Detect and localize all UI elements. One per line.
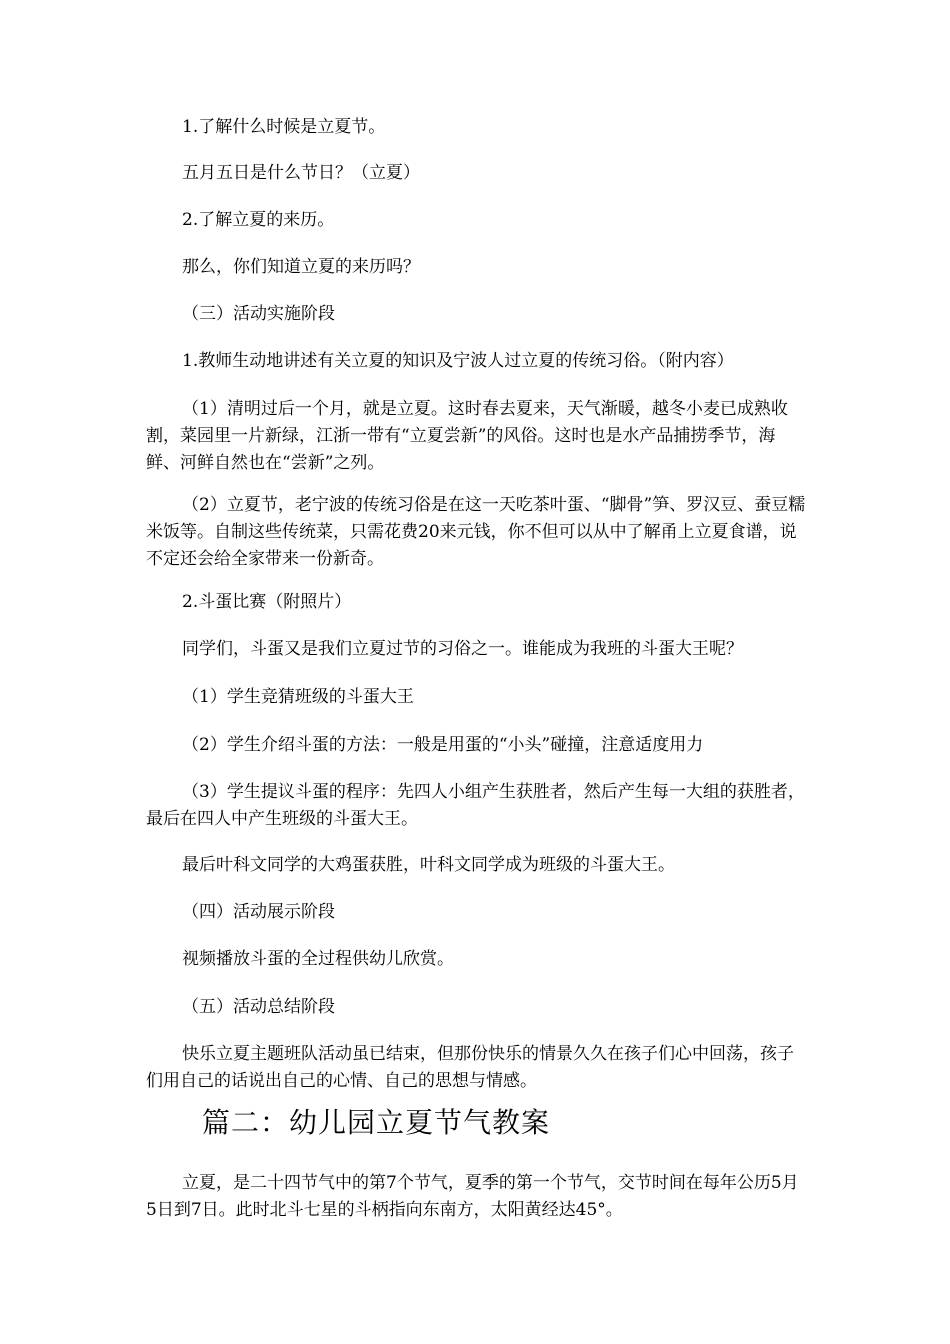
paragraph-5: （三）活动实施阶段 xyxy=(182,304,335,324)
paragraph-18: 快乐立夏主题班队活动虽已结束，但那份快乐的情景久久在孩子们心中回荡，孩子们用自己的话说出自己的心情、自己的思想与情感。 xyxy=(146,1044,794,1091)
paragraph-14: 最后叶科文同学的大鸡蛋获胜，叶科文同学成为班级的斗蛋大王。 xyxy=(182,855,675,875)
section-paragraph-1: 立夏，是二十四节气中的第7个节气，夏季的第一个节气，交节时间在每年公历5月5日到7日。此时北斗七星的斗柄指向东南方，太阳黄经达45°。 xyxy=(146,1173,799,1220)
paragraph-7: （1）清明过后一个月，就是立夏。这时春去夏来，天气渐暖，越冬小麦已成熟收割，菜园里一片新绿，江浙一带有“立夏尝新”的风俗。这时也是水产品捕捞季节，海鲜、河鲜自然也在“尝新”之列。 xyxy=(146,399,788,473)
paragraph-2: 五月五日是什么节日？（立夏） xyxy=(182,163,420,183)
paragraph-16: 视频播放斗蛋的全过程供幼儿欣赏。 xyxy=(182,949,454,969)
paragraph-12: （2）学生介绍斗蛋的方法：一般是用蛋的“小头”碰撞，注意适度用力 xyxy=(182,735,704,755)
paragraph-3: 2.了解立夏的来历。 xyxy=(182,210,335,230)
paragraph-1: 1.了解什么时候是立夏节。 xyxy=(182,117,386,137)
paragraph-17: （五）活动总结阶段 xyxy=(182,997,335,1017)
section-heading: 篇二：幼儿园立夏节气教案 xyxy=(202,1106,551,1139)
paragraph-6: 1.教师生动地讲述有关立夏的知识及宁波人过立夏的传统习俗。（附内容） xyxy=(182,351,734,371)
paragraph-11: （1）学生竞猜班级的斗蛋大王 xyxy=(182,687,414,707)
paragraph-15: （四）活动展示阶段 xyxy=(182,902,335,922)
paragraph-10: 同学们，斗蛋又是我们立夏过节的习俗之一。谁能成为我班的斗蛋大王呢？ xyxy=(182,639,743,659)
paragraph-9: 2.斗蛋比赛（附照片） xyxy=(182,592,352,612)
paragraph-8: （2）立夏节，老宁波的传统习俗是在这一天吃茶叶蛋、“脚骨”笋、罗汉豆、蚕豆糯米饭等。自制这些传统菜，只需花费20来元钱，你不但可以从中了解甬上立夏食谱，说不定还会给全家带来一份新奇。 xyxy=(146,495,806,569)
paragraph-4: 那么，你们知道立夏的来历吗？ xyxy=(182,257,420,277)
paragraph-13: （3）学生提议斗蛋的程序：先四人小组产生获胜者，然后产生每一大组的获胜者，最后在四人中产生班级的斗蛋大王。 xyxy=(146,782,805,829)
